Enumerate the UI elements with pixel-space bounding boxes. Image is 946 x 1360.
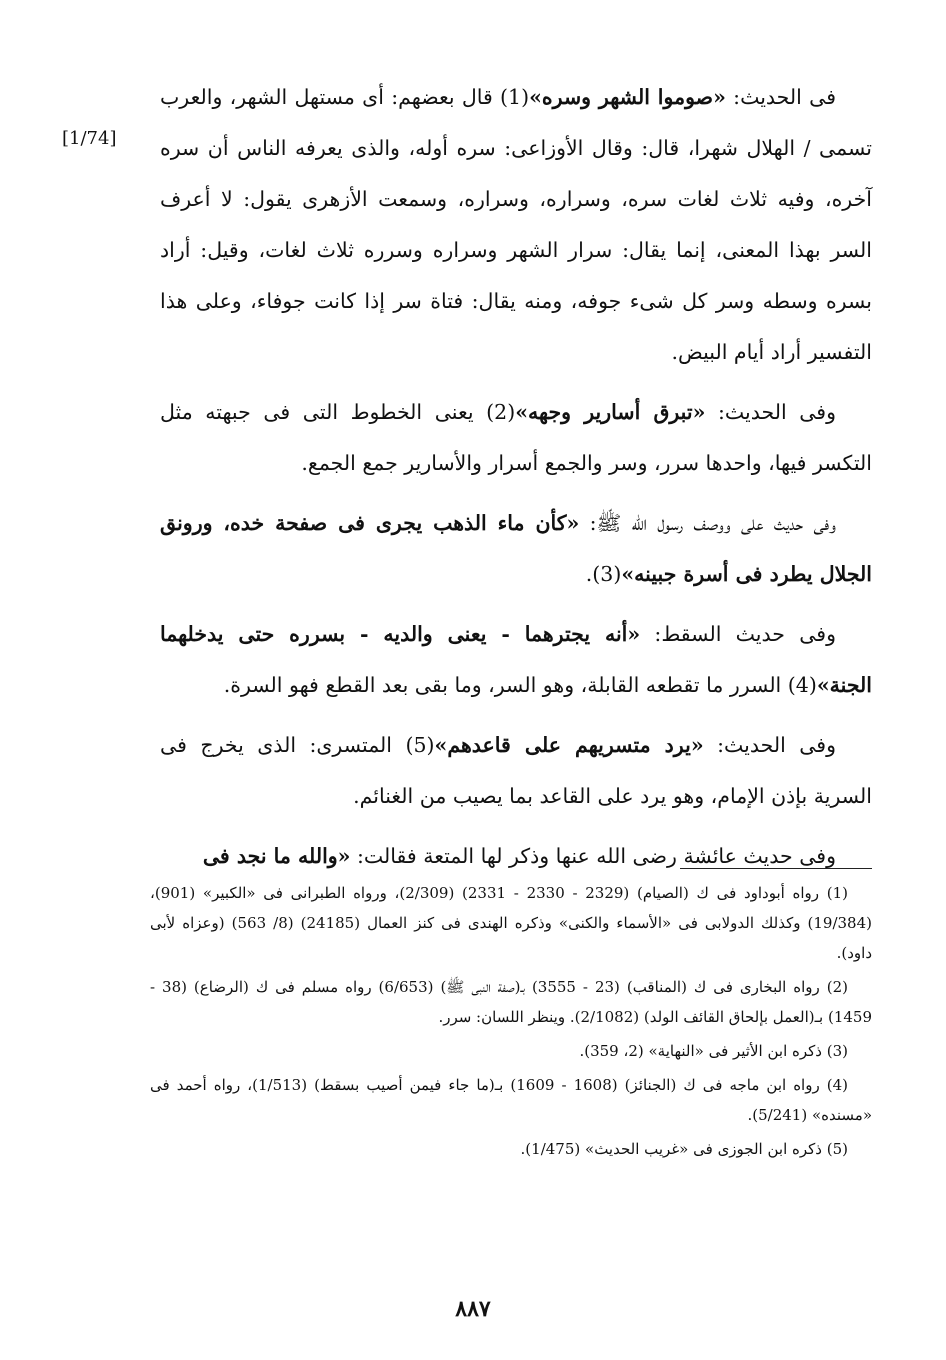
text-run: وفى الحديث: (705, 400, 837, 424)
footnotes (150, 878, 872, 1168)
text-run: (2) يعنى الخطوط التى فى جبهته مثل التكسر فيها، واحدها سرر، وسر والجمع أسرار والأسارير جمع الجمع. (160, 400, 872, 475)
text-run: فى الحديث: (725, 85, 836, 109)
hadith-quote: «والله ما نجد فى (202, 844, 351, 868)
footnote-1: (1) رواه أبوداود فى ك (الصيام) (2329 - 2330 - 2331) (2/309)، ورواه الطبرانى فى «الكبير» (901)، (19/384) وكذلك الدولابى فى «الأسماء والكنى» وذكره الهندى فى كنز العمال (24185) (8/ 563) (وعزاه لأبى داود). (150, 884, 872, 962)
paragraph-2 (160, 387, 872, 489)
text-run: وفى حديث السقط: (640, 622, 836, 646)
paragraph-5 (160, 720, 872, 822)
main-text (160, 72, 872, 891)
paragraph-4 (160, 609, 872, 711)
hadith-quote: «تبرق أسارير وجهه» (515, 400, 706, 424)
footnote-5: (5) ذكره ابن الجوزى فى «غريب الحديث» (1/475). (520, 1140, 848, 1158)
hadith-quote: «صوموا الشهر وسره» (529, 85, 726, 109)
text-run: وفى الحديث: (703, 733, 837, 757)
text-run: (5) المتسرى: الذى يخرج فى السرية بإذن الإمام، وهو يرد على القاعد بما يصيب من الغنائم. (160, 733, 872, 808)
hadith-quote: «كأن ماء الذهب يجرى فى صفحة خده، ورونق الجلال يطرد فى أسرة جبينه» (160, 511, 872, 586)
page-number: ٨٨٧ (455, 1296, 491, 1322)
footnote-3: (3) ذكره ابن الأثير فى «النهاية» (2، 359). (579, 1042, 848, 1060)
paragraph-6 (160, 831, 872, 882)
paragraph-1 (160, 72, 872, 378)
hadith-quote: «أنه يجترهما - يعنى والديه - بسرره حتى يدخلهما الجنة» (160, 622, 872, 697)
manuscript-folio-reference: [1/74] (62, 128, 117, 149)
text-run: (3). (585, 562, 622, 586)
footnote-2: (2) رواه البخارى فى ك (المناقب) (23 - 3555) بـ(صفة النبى ﷺ) (6/653) رواه مسلم فى ك (الرضاع) (38 - 1459) بـ(العمل بإلحاق القائف الولد) (2/1082). وينظر اللسان: سرر. (150, 978, 872, 1026)
footnote-separator (680, 868, 872, 869)
footnote-4: (4) رواه ابن ماجه فى ك (الجنائز) (1608 - 1609) بـ(ما جاء فيمن أصيب بسقط) (1/513)، رواه أحمد فى «مسنده» (5/241). (150, 1076, 872, 1124)
text-run: (4) السرر ما تقطعه القابلة، وهو السر، وما بقى بعد القطع فهو السرة. (223, 673, 817, 697)
text-run: وفى حديث عائشة رضى الله عنها وذكر لها المتعة فقالت: (350, 844, 836, 868)
hadith-quote: «يرد متسريهم على قاعدهم» (434, 733, 704, 757)
text-run: (1) قال بعضهم: أى مستهل الشهر، والعرب تسمى / الهلال شهرا، قال: وقال الأوزاعى: سره أوله، والذى يعرفه الناس أن سره آخره، وفيه ثلاث لغات سره، وسراره، وسراره، وسمعت الأزهرى يقول: لا أعرف السر بهذا المعنى، إنما يقال: سرار الشهر وسراره وسرره ثلاث لغات، وقيل: أراد بسره وسطه وسر كل شىء جوفه، ومنه يقال: فتاة سر إذا كانت جوفاء، وعلى هذا التفسير أراد أيام البيض. (160, 85, 872, 364)
paragraph-3 (160, 498, 872, 600)
text-run: وفى حديث على ووصف رسول الله ﷺ: (579, 511, 836, 535)
